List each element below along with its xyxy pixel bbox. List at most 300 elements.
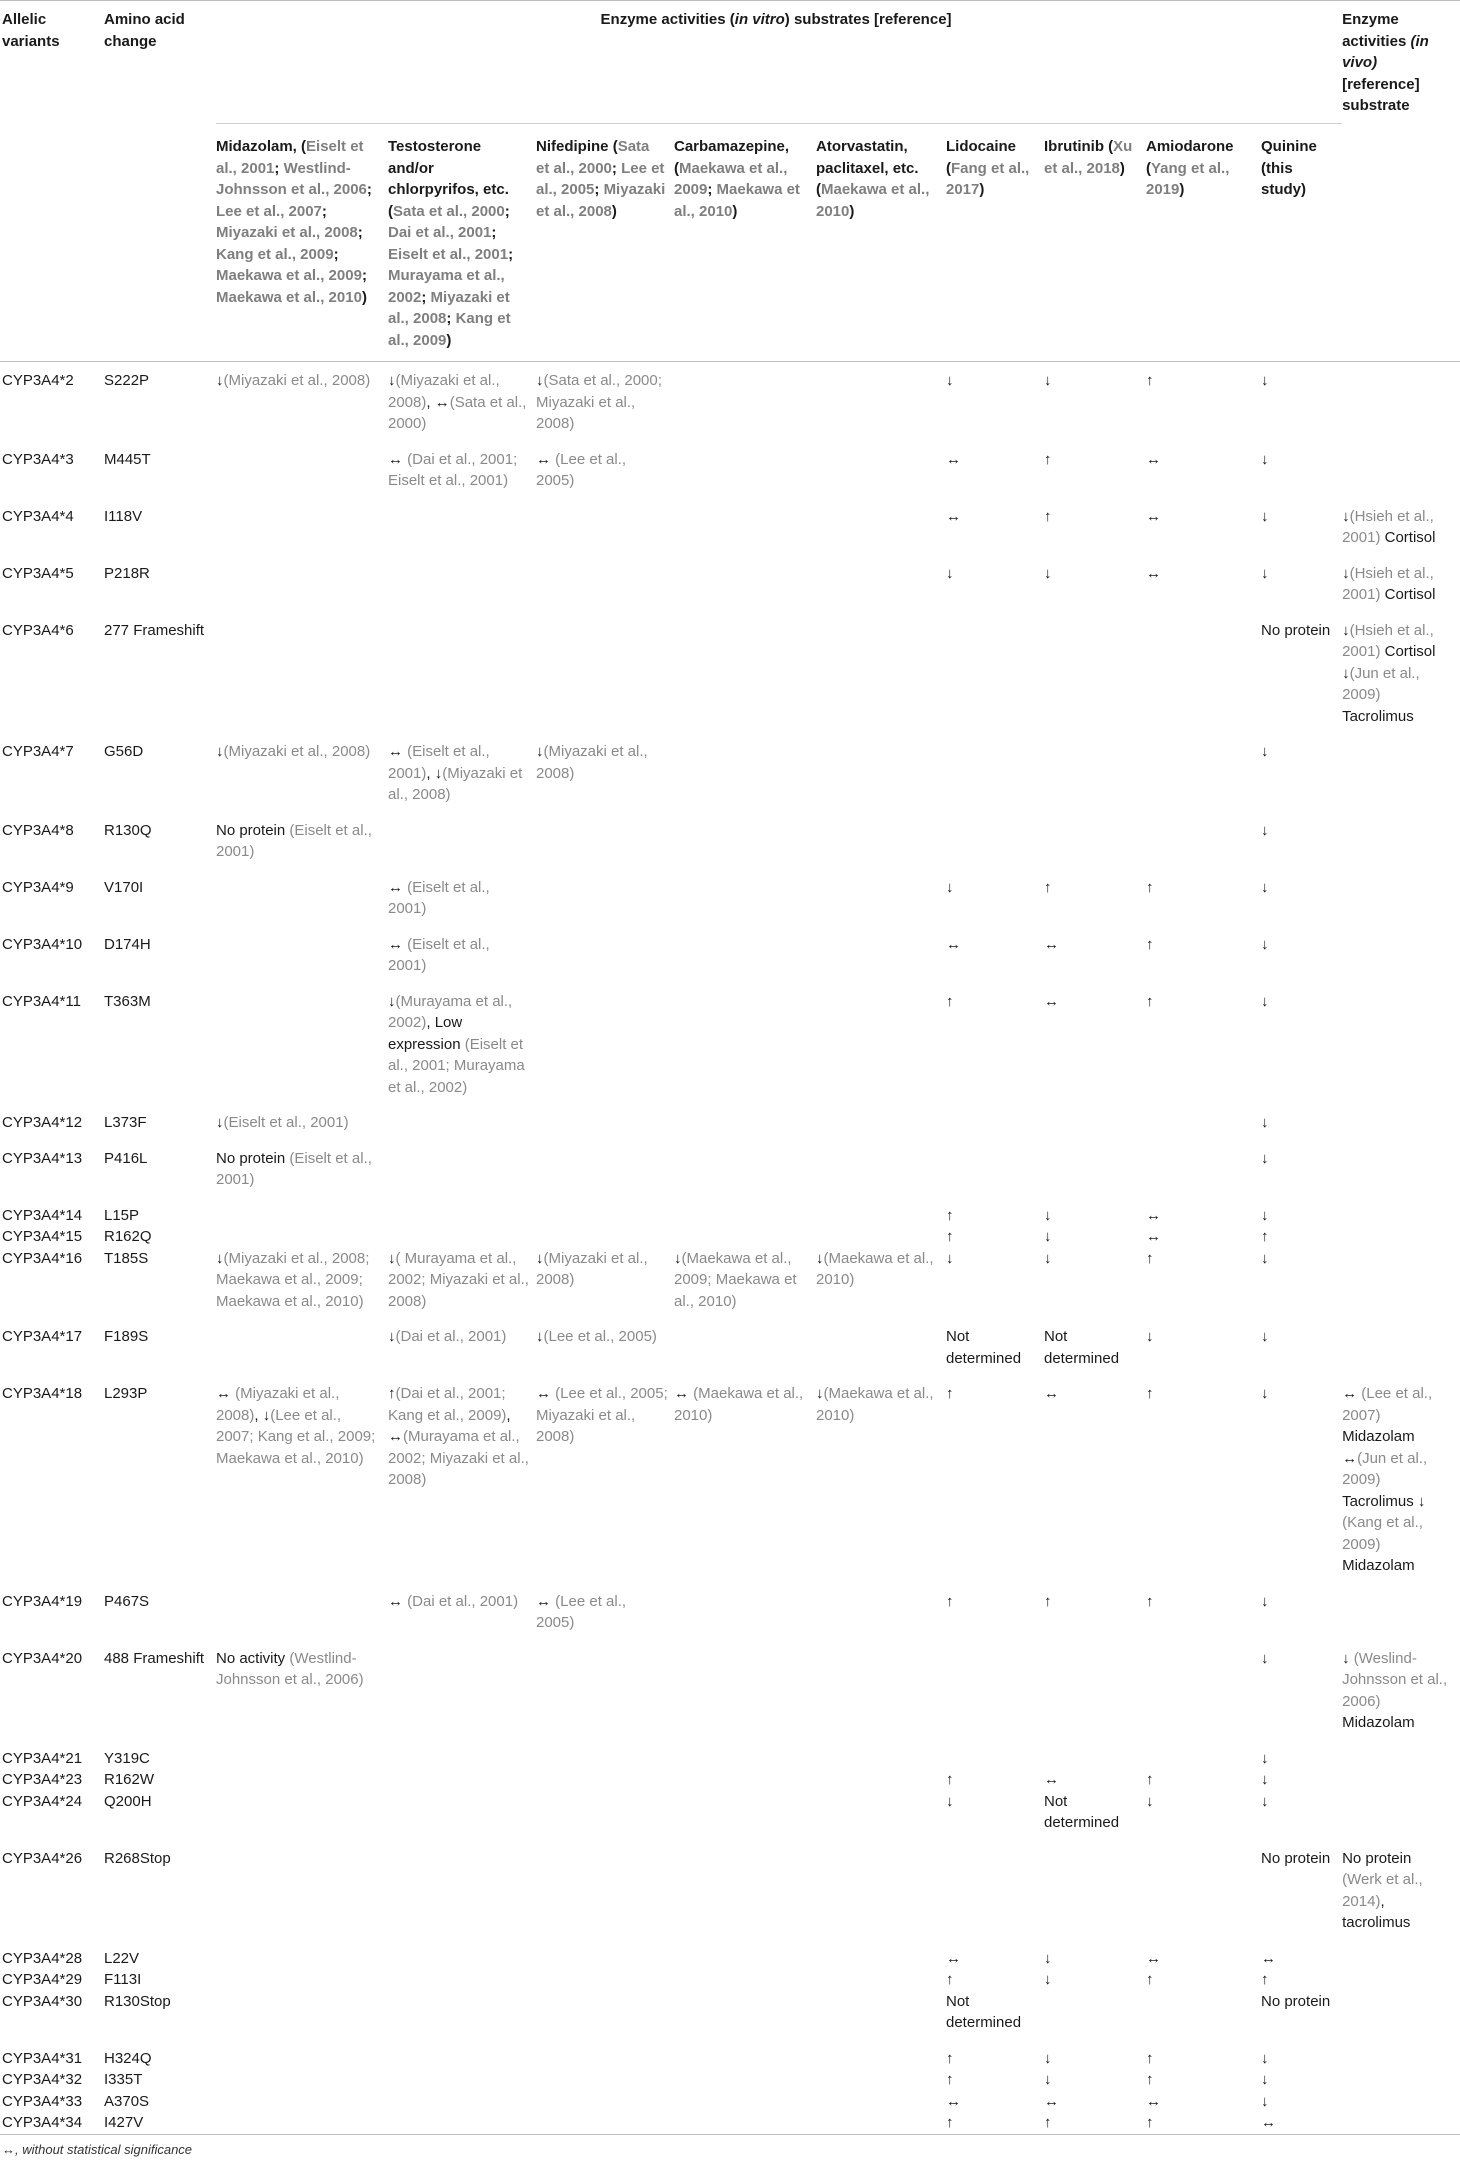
variant-cell: CYP3A4*23 xyxy=(2,1771,83,1788)
cell-text: Cortisol ↓ xyxy=(1342,643,1436,682)
amino-acid-cell: 488 Frameshift xyxy=(104,1649,205,1667)
cell-text: ↑ xyxy=(946,2049,954,2067)
amino-acid-cell: P467S xyxy=(104,1592,150,1610)
cell-text: ↔ xyxy=(388,878,408,896)
cell-text: ↓ xyxy=(1261,564,1269,582)
variant-cell: CYP3A4*11 xyxy=(2,992,81,1010)
activity-cell xyxy=(674,741,816,820)
reference-citation: (Jun et al., 2009) xyxy=(1342,1449,1428,1488)
cell-text: ↑ xyxy=(946,1206,954,1224)
reference-citation: (Murayama et al., 2002; Miyazaki et al., 2008) xyxy=(388,1428,529,1488)
cell-text: (this study) xyxy=(1261,159,1306,198)
amino-acid-cell: V170I xyxy=(104,878,144,896)
variant-cell: CYP3A4*26 xyxy=(2,1849,83,1867)
cell-text: Cortisol xyxy=(1380,586,1436,603)
activity-cell xyxy=(816,1326,946,1383)
table-row xyxy=(0,620,1460,742)
activity-cell xyxy=(816,1248,946,1327)
table-row xyxy=(0,1326,1460,1383)
cell-text: ) xyxy=(979,181,985,198)
activity-cell xyxy=(816,362,946,449)
cell-text: Not determined xyxy=(946,1992,1022,2031)
table-row xyxy=(0,2091,1460,2113)
cell-text: ↑ xyxy=(946,992,954,1010)
amino-acid-cell: A370S xyxy=(104,2092,150,2110)
activity-cell xyxy=(1146,1383,1261,1591)
reference-citation: Kang et al., 2009 xyxy=(216,245,334,263)
activity-cell xyxy=(674,1591,816,1648)
activity-cell xyxy=(1261,2091,1342,2113)
activity-cell xyxy=(816,2091,946,2113)
activity-cell xyxy=(946,1112,1044,1148)
amino-acid-cell: R130Q xyxy=(104,821,152,839)
activity-cell xyxy=(1044,1969,1146,1991)
reference-citation: (Sata et al., 2000) xyxy=(388,393,527,432)
cell-text: ↓ xyxy=(1261,1792,1269,1810)
activity-cell xyxy=(816,1648,946,1748)
activity-cell xyxy=(1342,1148,1460,1205)
cell-text: Not determined xyxy=(1044,1328,1120,1367)
activity-cell xyxy=(1044,362,1146,449)
reference-citation: (Werk et al., 2014) xyxy=(1342,1871,1423,1910)
activity-cell xyxy=(816,620,946,742)
reference-citation: Sata et al., 2000 xyxy=(393,202,505,220)
activity-cell xyxy=(816,1769,946,1791)
cell-text: ↑ xyxy=(1044,1592,1052,1610)
activity-cell xyxy=(1261,1848,1342,1948)
activity-cell xyxy=(388,1969,536,1991)
activity-cell xyxy=(216,1748,388,1770)
activity-cell xyxy=(946,1769,1044,1791)
activity-cell xyxy=(536,1226,674,1248)
activity-cell xyxy=(1044,620,1146,742)
activity-cell xyxy=(816,1591,946,1648)
activity-cell xyxy=(1261,1326,1342,1383)
cell-text: ; xyxy=(421,288,431,306)
header-nifedipine xyxy=(536,124,674,362)
activity-cell xyxy=(946,991,1044,1113)
activity-cell xyxy=(1044,2048,1146,2070)
activity-cell xyxy=(1146,1248,1261,1327)
activity-cell xyxy=(388,1148,536,1205)
table-row xyxy=(0,1991,1460,2048)
activity-cell xyxy=(216,1383,388,1591)
activity-cell xyxy=(1044,934,1146,991)
activity-cell xyxy=(216,1226,388,1248)
cell-text: ↔ xyxy=(946,450,961,468)
cell-text: ↓ xyxy=(216,743,224,760)
reference-citation: (Westlind-Johnsson et al., 2006) xyxy=(216,1649,364,1688)
cell-text: ↔ xyxy=(1261,1949,1276,1967)
activity-cell xyxy=(946,2069,1044,2091)
activity-cell xyxy=(536,1791,674,1848)
table-row xyxy=(0,1383,1460,1591)
activity-cell xyxy=(1261,991,1342,1113)
cell-text: ↓ xyxy=(1261,1385,1269,1402)
activity-cell xyxy=(1342,2112,1460,2134)
activity-cell xyxy=(1146,1848,1261,1948)
cell-text: ↔ xyxy=(674,1385,694,1402)
activity-cell xyxy=(536,991,674,1113)
variant-cell: CYP3A4*8 xyxy=(2,821,74,839)
table-row xyxy=(0,820,1460,877)
cell-text: ↓ xyxy=(816,1385,824,1402)
activity-cell xyxy=(946,1748,1044,1770)
cell-text: ↑ xyxy=(1146,372,1154,389)
activity-cell xyxy=(1261,934,1342,991)
cell-text: ↑ xyxy=(1146,935,1154,953)
activity-cell xyxy=(1261,1948,1342,1970)
activity-cell xyxy=(1044,1112,1146,1148)
activity-cell xyxy=(1342,1748,1460,1770)
cell-text: ↓ xyxy=(388,1328,396,1345)
cell-text: ↓ xyxy=(1261,2049,1269,2067)
activity-cell xyxy=(1044,1991,1146,2048)
activity-cell xyxy=(816,2048,946,2070)
activity-cell xyxy=(674,362,816,449)
table-row xyxy=(0,741,1460,820)
amino-acid-cell: I427V xyxy=(104,2114,144,2131)
cell-text: Cortisol xyxy=(1380,529,1436,546)
reference-citation: (Miyazaki et al., 2008) xyxy=(216,1385,340,1424)
cell-text: ↑ xyxy=(1044,2114,1052,2131)
activity-cell xyxy=(536,2112,674,2134)
header-testosterone-and-or-chlorpyrifos-etc xyxy=(388,124,536,362)
activity-cell xyxy=(946,741,1044,820)
activity-cell xyxy=(1342,1969,1460,1991)
cell-text: ( xyxy=(1108,138,1114,155)
cell-text: ↓ xyxy=(388,372,396,389)
variant-cell: CYP3A4*3 xyxy=(2,450,74,468)
activity-cell xyxy=(816,563,946,620)
activity-cell xyxy=(1044,1248,1146,1327)
cell-text: ; xyxy=(611,159,622,177)
cell-text: ↑ xyxy=(1146,2114,1154,2131)
cell-text: ↔ xyxy=(1044,935,1059,953)
cell-text: ↔ xyxy=(536,1592,556,1610)
cell-text: , Low expression xyxy=(388,1014,465,1053)
activity-cell xyxy=(1146,1112,1261,1148)
activity-cell xyxy=(1146,934,1261,991)
reference-citation: (Dai et al., 2001) xyxy=(407,1592,519,1610)
amino-acid-cell: L15P xyxy=(104,1206,140,1224)
activity-cell xyxy=(816,2112,946,2134)
activity-cell xyxy=(1146,1205,1261,1227)
cell-text: ; xyxy=(357,224,363,241)
activity-cell xyxy=(1342,741,1460,820)
activity-cell xyxy=(1261,1991,1342,2048)
cell-text: ( xyxy=(946,159,951,177)
cell-text: ↑ xyxy=(1044,507,1052,525)
cell-text: ↓ xyxy=(1261,1249,1269,1267)
cell-text: ↓ xyxy=(1044,1249,1052,1267)
reference-citation: (Eiselt et al., 2001; Murayama et al., 2002) xyxy=(388,1035,525,1096)
amino-acid-cell: R162Q xyxy=(104,1228,152,1245)
activity-cell xyxy=(1342,1112,1460,1148)
cell-text: ↓ xyxy=(536,1249,544,1267)
cell-text: ↓ xyxy=(1044,372,1052,389)
activity-cell xyxy=(536,2069,674,2091)
cell-text: ↑ xyxy=(1146,1592,1154,1610)
cell-text: ) xyxy=(1179,181,1185,198)
activity-cell xyxy=(536,1205,674,1227)
cell-text: ↑ xyxy=(1261,1971,1269,1988)
activity-cell xyxy=(216,2048,388,2070)
cell-text: ↓ xyxy=(216,372,224,389)
activity-cell xyxy=(536,449,674,506)
activity-cell xyxy=(216,506,388,563)
reference-citation: (Hsieh et al., 2001) xyxy=(1342,507,1434,546)
activity-cell xyxy=(1146,877,1261,934)
cell-text: No protein xyxy=(216,821,290,839)
activity-cell xyxy=(388,506,536,563)
activity-cell xyxy=(1044,991,1146,1113)
activity-cell xyxy=(1044,1326,1146,1383)
cell-text: ↓ xyxy=(1261,372,1269,389)
header-amino-acid-change: Amino acid change xyxy=(104,1,216,362)
cell-text: ↑ xyxy=(1044,450,1052,468)
activity-cell xyxy=(674,2069,816,2091)
cell-text: ↑ xyxy=(1261,1228,1269,1245)
activity-cell xyxy=(1261,1969,1342,1991)
activity-cell xyxy=(216,2091,388,2113)
table-row xyxy=(0,1748,1460,1770)
header-amiodarone xyxy=(1146,124,1261,362)
cell-text: ↓ xyxy=(1261,1749,1269,1767)
substrate-name: Lidocaine xyxy=(946,138,1017,155)
reference-citation: (Miyazaki et al., 2008) xyxy=(388,372,500,411)
cell-text: ↓ xyxy=(1146,1792,1154,1810)
amino-acid-cell: R268Stop xyxy=(104,1849,171,1867)
activity-cell xyxy=(536,1769,674,1791)
cell-text: ↓ xyxy=(1044,2049,1052,2067)
cell-text: ↓ xyxy=(1261,1649,1269,1667)
activity-cell xyxy=(216,934,388,991)
cell-text: ( xyxy=(1146,159,1151,177)
cell-text: ; xyxy=(707,181,717,198)
cell-text: , ↓ xyxy=(254,1406,271,1424)
activity-cell xyxy=(388,934,536,991)
table-row xyxy=(0,362,1460,449)
activity-cell xyxy=(536,1648,674,1748)
activity-cell xyxy=(1261,563,1342,620)
cell-text: ↔ xyxy=(946,1949,961,1967)
activity-cell xyxy=(1044,1948,1146,1970)
activity-cell xyxy=(816,934,946,991)
activity-cell xyxy=(536,877,674,934)
activity-cell xyxy=(1146,620,1261,742)
cell-text: ↔ xyxy=(946,2092,961,2110)
amino-acid-cell: F113I xyxy=(104,1971,142,1988)
cell-text: Midazolam xyxy=(1342,1714,1415,1731)
cell-text: ↓ xyxy=(216,1114,224,1131)
header-allelic-variants: Allelic variants xyxy=(0,1,104,362)
amino-acid-cell: T185S xyxy=(104,1249,149,1267)
reference-citation: (Eiselt et al., 2001) xyxy=(216,821,372,860)
activity-cell xyxy=(1342,620,1460,742)
activity-cell xyxy=(1261,1248,1342,1327)
table-row xyxy=(0,1648,1460,1748)
reference-citation: Fang et al., 2017 xyxy=(946,159,1030,198)
activity-cell xyxy=(946,1226,1044,1248)
activity-cell xyxy=(674,1226,816,1248)
amino-acid-cell: I335T xyxy=(104,2071,143,2088)
activity-cell xyxy=(674,2112,816,2134)
variant-cell: CYP3A4*21 xyxy=(2,1749,83,1767)
activity-cell xyxy=(1044,1383,1146,1591)
cell-text: ( xyxy=(301,138,307,155)
activity-cell xyxy=(536,934,674,991)
cell-text: Not determined xyxy=(1044,1792,1120,1831)
activity-cell xyxy=(1146,563,1261,620)
reference-citation: (Miyazaki et al., 2008) xyxy=(223,743,371,760)
activity-cell xyxy=(216,741,388,820)
cell-text: ↓ xyxy=(1044,1971,1052,1988)
reference-citation: (Hsieh et al., 2001) xyxy=(1342,621,1434,660)
cell-text: ↓ xyxy=(1342,507,1350,525)
activity-cell xyxy=(1261,1383,1342,1591)
cell-text: ↓ xyxy=(1261,1206,1269,1224)
table-row xyxy=(0,1226,1460,1248)
table-row xyxy=(0,449,1460,506)
activity-cell xyxy=(1044,877,1146,934)
cell-text: ↓ xyxy=(1261,450,1269,468)
amino-acid-cell: Q200H xyxy=(104,1792,152,1810)
activity-cell xyxy=(1261,1226,1342,1248)
activity-cell xyxy=(946,1969,1044,1991)
cell-text: ↔ xyxy=(536,1385,556,1402)
variant-cell: CYP3A4*24 xyxy=(2,1792,83,1810)
activity-cell xyxy=(1261,1112,1342,1148)
cell-text: ↓ xyxy=(1261,1592,1269,1610)
cell-text: ) xyxy=(361,288,367,306)
activity-cell xyxy=(1342,1648,1460,1748)
table-row xyxy=(0,2048,1460,2070)
activity-cell xyxy=(1044,1148,1146,1205)
variant-cell: CYP3A4*2 xyxy=(0,362,104,449)
activity-cell xyxy=(946,2112,1044,2134)
activity-cell xyxy=(946,1791,1044,1848)
activity-cell xyxy=(1044,2112,1146,2134)
cell-text: ; xyxy=(321,202,327,220)
amino-acid-cell: M445T xyxy=(104,450,151,468)
activity-cell xyxy=(1261,1648,1342,1748)
cell-text: ↔ xyxy=(1146,507,1161,525)
cell-text: ↓ xyxy=(1261,992,1269,1010)
cell-text: ↓ xyxy=(1261,743,1269,760)
activity-cell xyxy=(674,1848,816,1948)
variant-cell: CYP3A4*15 xyxy=(2,1228,83,1245)
cell-text: ↑ xyxy=(946,1592,954,1610)
activity-cell xyxy=(946,1383,1044,1591)
variant-cell: CYP3A4*7 xyxy=(2,743,74,760)
activity-cell xyxy=(1261,741,1342,820)
activity-cell xyxy=(946,820,1044,877)
activity-cell xyxy=(816,1948,946,1970)
activity-cell xyxy=(1044,1591,1146,1648)
table-row xyxy=(0,563,1460,620)
cell-text: ↓ xyxy=(536,1328,544,1345)
reference-citation: (Miyazaki et al., 2008) xyxy=(388,764,523,803)
reference-citation: Miyazaki et al., 2008 xyxy=(388,288,510,327)
activity-cell xyxy=(388,620,536,742)
cell-text: ↓ xyxy=(1146,1328,1154,1345)
cell-text: ↓ xyxy=(946,372,954,389)
activity-cell xyxy=(216,620,388,742)
activity-cell xyxy=(1342,1769,1460,1791)
reference-citation: Lee et al., 2005 xyxy=(536,159,665,198)
activity-cell xyxy=(388,2091,536,2113)
amino-acid-cell: F189S xyxy=(104,1328,149,1345)
cell-text: Tacrolimus ↓ xyxy=(1342,1492,1426,1510)
reference-citation: (Kang et al., 2009) xyxy=(1342,1514,1423,1553)
activity-cell xyxy=(1342,1991,1460,2048)
activity-cell xyxy=(674,563,816,620)
activity-cell xyxy=(388,1112,536,1148)
header-quinine xyxy=(1261,124,1342,362)
activity-cell xyxy=(216,1205,388,1227)
activity-cell xyxy=(674,2048,816,2070)
header-ibrutinib xyxy=(1044,124,1146,362)
activity-cell xyxy=(946,449,1044,506)
reference-citation: Yang et al., 2019 xyxy=(1146,159,1230,198)
activity-cell xyxy=(388,449,536,506)
activity-cell xyxy=(1146,449,1261,506)
cell-text: ↔ xyxy=(1261,2114,1276,2131)
activity-cell xyxy=(388,1948,536,1970)
amino-acid-cell: L22V xyxy=(104,1949,140,1967)
activity-cell xyxy=(1146,1748,1261,1770)
reference-citation: (Miyazaki et al., 2008) xyxy=(223,372,371,389)
activity-cell xyxy=(1342,1205,1460,1227)
reference-citation: (Maekawa et al., 2010) xyxy=(816,1385,934,1424)
reference-citation: Maekawa et al., 2009 xyxy=(216,267,362,284)
activity-cell xyxy=(946,1848,1044,1948)
activity-cell xyxy=(1342,820,1460,877)
activity-cell xyxy=(674,1991,816,2048)
table-row xyxy=(0,1791,1460,1848)
activity-cell xyxy=(1342,2069,1460,2091)
activity-cell xyxy=(816,820,946,877)
reference-citation: (Maekawa et al., 2010) xyxy=(816,1249,934,1288)
substrate-name: Atorvastatin, paclitaxel, etc. xyxy=(816,138,919,177)
cell-text: ↓ xyxy=(1044,564,1052,582)
activity-cell xyxy=(1044,1648,1146,1748)
cell-text: ↓ xyxy=(1044,1228,1052,1245)
cell-text: ↔ xyxy=(388,1592,408,1610)
reference-citation: (Dai et al., 2001) xyxy=(395,1328,507,1345)
variant-cell: CYP3A4*4 xyxy=(2,507,74,525)
activity-cell xyxy=(946,1326,1044,1383)
reference-citation: Maekawa et al., 2010 xyxy=(674,181,800,220)
cell-text: , ↔ xyxy=(426,393,450,411)
activity-cell xyxy=(216,563,388,620)
activity-cell xyxy=(536,1969,674,1991)
cell-text: ↔ xyxy=(1146,1949,1161,1967)
amino-acid-cell: 277 Frameshift xyxy=(104,621,205,639)
cell-text: ( xyxy=(388,202,393,220)
activity-cell xyxy=(1044,1791,1146,1848)
table-row xyxy=(0,506,1460,563)
activity-cell xyxy=(674,620,816,742)
reference-citation: Miyazaki et al., 2008 xyxy=(216,224,358,241)
activity-cell xyxy=(1044,1205,1146,1227)
cell-text: ↔ xyxy=(388,935,408,953)
amino-acid-cell: T363M xyxy=(104,992,151,1010)
reference-citation: Lee et al., 2007 xyxy=(216,202,322,220)
cell-text: ↓ xyxy=(1261,1114,1269,1131)
variant-cell: CYP3A4*10 xyxy=(2,935,83,953)
